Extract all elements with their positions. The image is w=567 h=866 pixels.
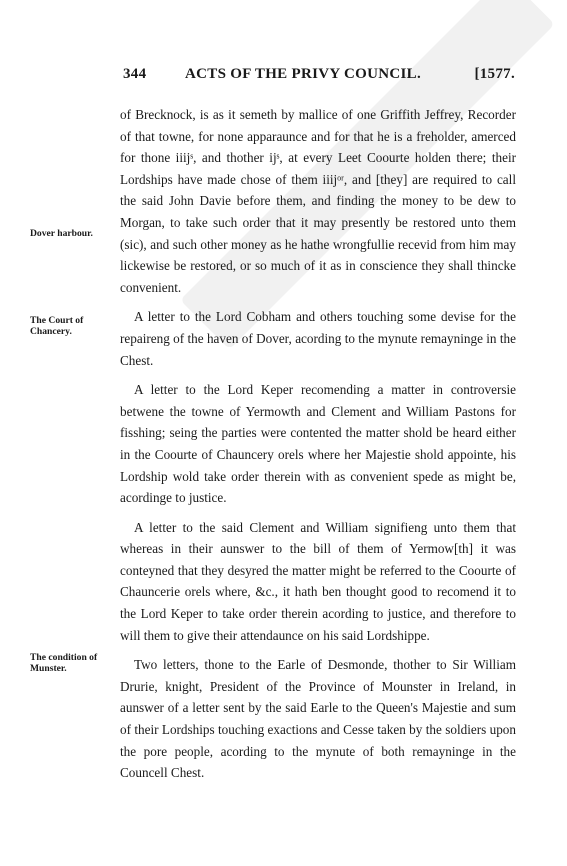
text-body bbox=[120, 104, 516, 792]
paragraph-lord-keper: A letter to the Lord Keper recomending a matter in controversie betwene the towne of Yermowth and Clement and William Pastons for fisshing; seing the parties were contented the matter shold be heard either in the Coourte of Chauncery orels where her Majestie shold appointe, his Lordship wold take order therein with as convenient spede as might be, acordinge to justice. bbox=[120, 382, 516, 506]
running-title: ACTS OF THE PRIVY COUNCIL. bbox=[185, 66, 422, 82]
margin-note-munster: The condition of Munster. bbox=[30, 652, 98, 674]
paragraph-desmonde: Two letters, thone to the Earle of Desmonde, thother to Sir William Drurie, knight, President of the Province of Mounster in Ireland, in aunswer of a letter sent by the said Earle to the Queen's Majestie and sum of their Lordships touching exactions and Cesse taken by the soldiers upon the pore people, acording to the mynute of both remayninge in the Councell Chest. bbox=[120, 657, 516, 781]
paragraph-dover: A letter to the Lord Cobham and others touching some devise for the repaireng of the haven of Dover, acording to the mynute remayninge in the Chest. bbox=[120, 309, 516, 368]
margin-note-dover: Dover harbour. bbox=[30, 228, 93, 239]
margin-note-chancery: The Court of Chancery. bbox=[30, 315, 84, 337]
page-number: 344 bbox=[123, 66, 147, 82]
running-year: [1577. bbox=[474, 66, 515, 82]
paragraph-brecknock: of Brecknock, is as it semeth by mallice of one Griffith Jeffrey, Recorder of that towne, for none apparaunce and for that he is a freholder, amerced for thone iiijˢ, and thother ijˢ, at every Leet Coourte holden there; their Lordships have made chose of them iiijᵒʳ, and [they] are required to call the said John Davie before them, and finding the money to be dew to Morgan, to take such order that it may presently be restored unto them (sic), and such other money as he hathe wrongfullie recevid from him may lickewise be restored, or so much of it as in conscience they shall thincke convenient. bbox=[120, 107, 516, 295]
running-header bbox=[123, 66, 515, 90]
paragraph-clement-william: A letter to the said Clement and William signifieng unto them that whereas in their aunswer to the bill of them of Yermow[th] it was conteyned that they desyred the matter might be referred to the Coourte of Chauncerie orels where, &c., it hath ben thought good to recomend it to the Lord Keper to take order therein acording to justice, and therefore to will them to give their attendaunce on his said Lordshippe. bbox=[120, 519, 516, 643]
